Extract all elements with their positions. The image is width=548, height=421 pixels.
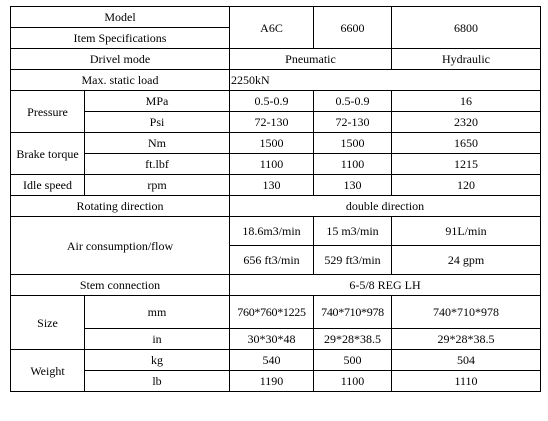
value-cell: 1110 (392, 371, 541, 392)
unit-cell: kg (85, 350, 230, 371)
value-cell: 1500 (314, 133, 392, 154)
stem-connection-value: 6-5/8 REG LH (230, 275, 541, 296)
item-specifications-header: Item Specifications (11, 28, 230, 49)
value-cell: 540 (230, 350, 314, 371)
model-a6c: A6C (230, 7, 314, 49)
table-row (11, 275, 541, 296)
table-row (11, 70, 541, 91)
model-6600: 6600 (314, 7, 392, 49)
unit-cell: rpm (85, 175, 230, 196)
idle-speed-label: Idle speed (11, 175, 85, 196)
model-6800: 6800 (392, 7, 541, 49)
unit-cell: Psi (85, 112, 230, 133)
max-static-load-value: 2250kN (230, 70, 541, 91)
table-row (11, 49, 541, 70)
value-cell: 30*30*48 (230, 329, 314, 350)
drive-mode-label: Drivel mode (11, 49, 230, 70)
value-cell: 656 ft3/min (230, 246, 314, 275)
unit-cell: in (85, 329, 230, 350)
drive-mode-pneumatic: Pneumatic (230, 49, 392, 70)
value-cell: 91L/min (392, 217, 541, 246)
table-row (11, 217, 541, 246)
drive-mode-hydraulic: Hydraulic (392, 49, 541, 70)
value-cell: 29*28*38.5 (392, 329, 541, 350)
value-cell: 1100 (314, 371, 392, 392)
value-cell: 0.5-0.9 (230, 91, 314, 112)
size-label: Size (11, 296, 85, 350)
value-cell: 529 ft3/min (314, 246, 392, 275)
table-row (11, 329, 541, 350)
rotating-direction-value: double direction (230, 196, 541, 217)
value-cell: 1100 (230, 154, 314, 175)
table-row (11, 7, 541, 28)
brake-torque-label: Brake torque (11, 133, 85, 175)
value-cell: 24 gpm (392, 246, 541, 275)
value-cell: 1215 (392, 154, 541, 175)
value-cell: 1500 (230, 133, 314, 154)
specifications-table (10, 6, 541, 392)
unit-cell: mm (85, 296, 230, 329)
table-row (11, 154, 541, 175)
table-row (11, 371, 541, 392)
table-row (11, 350, 541, 371)
value-cell: 504 (392, 350, 541, 371)
value-cell: 29*28*38.5 (314, 329, 392, 350)
unit-cell: lb (85, 371, 230, 392)
table-row (11, 133, 541, 154)
weight-label: Weight (11, 350, 85, 392)
value-cell: 15 m3/min (314, 217, 392, 246)
unit-cell: Nm (85, 133, 230, 154)
value-cell: 16 (392, 91, 541, 112)
value-cell: 1100 (314, 154, 392, 175)
unit-cell: MPa (85, 91, 230, 112)
max-static-load-label: Max. static load (11, 70, 230, 91)
pressure-label: Pressure (11, 91, 85, 133)
value-cell: 2320 (392, 112, 541, 133)
value-cell: 740*710*978 (314, 296, 392, 329)
unit-cell: ft.lbf (85, 154, 230, 175)
value-cell: 1190 (230, 371, 314, 392)
rotating-direction-label: Rotating direction (11, 196, 230, 217)
value-cell: 18.6m3/min (230, 217, 314, 246)
table-row (11, 196, 541, 217)
value-cell: 740*710*978 (392, 296, 541, 329)
table-row (11, 296, 541, 329)
table-row (11, 112, 541, 133)
value-cell: 500 (314, 350, 392, 371)
model-header: Model (11, 7, 230, 28)
value-cell: 120 (392, 175, 541, 196)
table-row (11, 91, 541, 112)
value-cell: 760*760*1225 (230, 296, 314, 329)
value-cell: 1650 (392, 133, 541, 154)
value-cell: 130 (230, 175, 314, 196)
stem-connection-label: Stem connection (11, 275, 230, 296)
value-cell: 72-130 (314, 112, 392, 133)
value-cell: 0.5-0.9 (314, 91, 392, 112)
table-row (11, 175, 541, 196)
value-cell: 72-130 (230, 112, 314, 133)
air-consumption-label: Air consumption/flow (11, 217, 230, 275)
value-cell: 130 (314, 175, 392, 196)
